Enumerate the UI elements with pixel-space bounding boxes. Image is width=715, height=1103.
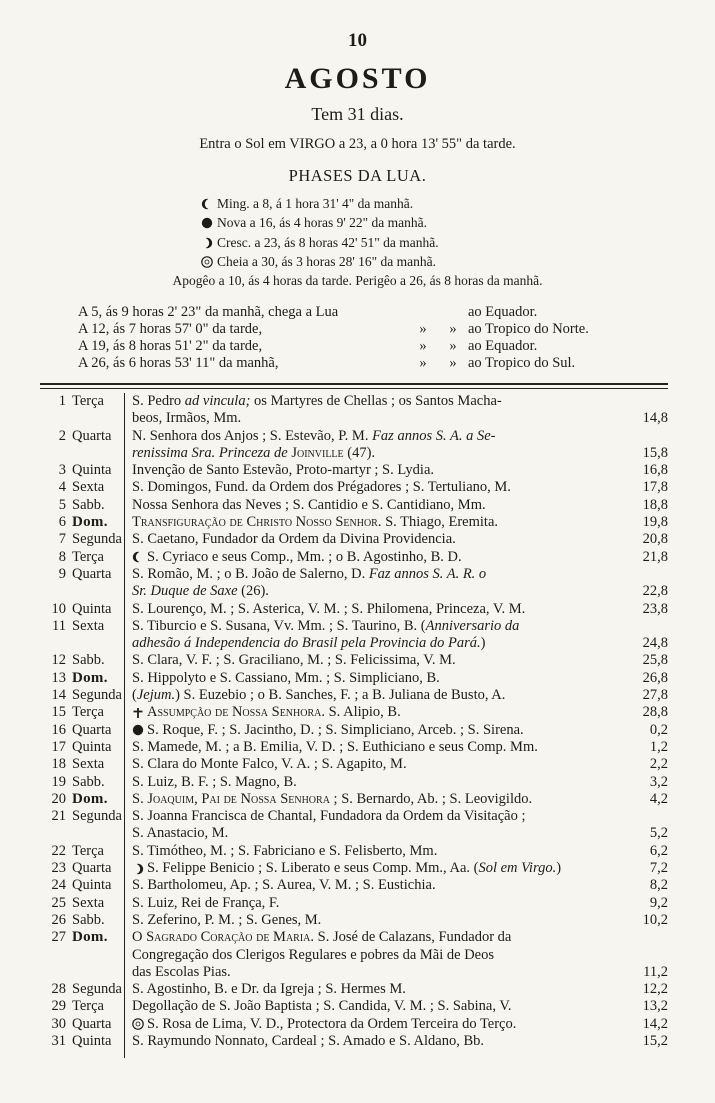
tide-value: 28,8 bbox=[642, 704, 668, 721]
day-number: 29 bbox=[51, 998, 66, 1015]
day-number: 12 bbox=[51, 652, 66, 669]
tide-value: 5,2 bbox=[649, 825, 668, 842]
saints-line: S. Hippolyto e S. Cassiano, Mm. ; S. Simpliciano, B. bbox=[132, 669, 440, 686]
day-number: 13 bbox=[51, 669, 66, 686]
calendar-row bbox=[40, 895, 668, 912]
calendar-row bbox=[40, 428, 668, 463]
header-rule-bottom bbox=[40, 388, 668, 389]
calendar-row bbox=[40, 912, 668, 929]
weekday: Sexta bbox=[72, 756, 105, 773]
tide-value: 4,2 bbox=[649, 790, 668, 807]
moon-phase-text: Ming. a 8, á 1 hora 31' 4" da manhã. bbox=[217, 195, 414, 211]
calendar-row bbox=[40, 566, 668, 601]
tide-value: 16,8 bbox=[642, 462, 668, 479]
weekday: Quinta bbox=[72, 1032, 112, 1049]
calendar-row bbox=[40, 1016, 668, 1033]
weekday: Sexta bbox=[72, 617, 105, 634]
saints-line: S. Cyriaco e seus Comp., Mm. ; o B. Agostinho, B. D. bbox=[132, 549, 626, 566]
saints-line: S. Felippe Benicio ; S. Liberato e seus Comp. Mm., Aa. (Sol em Virgo.) bbox=[132, 860, 626, 877]
calendar-row bbox=[40, 981, 668, 998]
transit-m1 bbox=[408, 304, 438, 321]
saints-line: S. Tiburcio e S. Susana, Vv. Mm. ; S. Taurino, B. (Anniversario da bbox=[132, 617, 520, 634]
calendar-row bbox=[40, 704, 668, 721]
header-rule-top bbox=[40, 383, 668, 385]
saints-line: S. Joaquim, Pai de Nossa Senhora ; S. Bernardo, Ab. ; S. Leovigildo. bbox=[132, 790, 533, 807]
saints-line: das Escolas Pias. bbox=[132, 963, 231, 980]
calendar-row bbox=[40, 722, 668, 739]
tide-value: 10,2 bbox=[642, 911, 668, 928]
saints-text bbox=[132, 929, 668, 981]
weekday: Quinta bbox=[72, 738, 112, 755]
saints-line: S. Clara, V. F. ; S. Graciliano, M. ; S. Felicissima, V. M. bbox=[132, 652, 456, 669]
day-number: 20 bbox=[51, 790, 66, 807]
lunar-transit-row bbox=[78, 338, 638, 355]
day-number: 3 bbox=[58, 462, 66, 479]
day-number: 10 bbox=[51, 600, 66, 617]
saints-line: Invenção de Santo Estevão, Proto-martyr ; S. Lydia. bbox=[132, 462, 435, 479]
moon-phase-row bbox=[200, 233, 530, 253]
weekday: Quarta bbox=[72, 565, 112, 582]
day-number: 9 bbox=[58, 565, 66, 582]
saints-text bbox=[132, 531, 668, 548]
calendar-row bbox=[40, 774, 668, 791]
saints-line: Nossa Senhora das Neves ; S. Cantidio e S. Cantidiano, Mm. bbox=[132, 496, 486, 513]
saints-text bbox=[132, 1016, 668, 1033]
calendar-row bbox=[40, 618, 668, 653]
transit-dest: ao Tropico do Sul. bbox=[468, 355, 576, 371]
transit-m2 bbox=[438, 304, 468, 321]
tide-value: 15,8 bbox=[642, 444, 668, 461]
saints-line: S. Roque, F. ; S. Jacintho, D. ; S. Simpliciano, Arceb. ; S. Sirena. bbox=[132, 722, 626, 739]
day-number: 8 bbox=[58, 548, 66, 565]
weekday: Quinta bbox=[72, 877, 112, 894]
saints-text bbox=[132, 618, 668, 653]
tide-value: 6,2 bbox=[649, 842, 668, 859]
saints-line: S. Anastacio, M. bbox=[132, 825, 229, 842]
saints-text bbox=[132, 687, 668, 704]
calendar-table bbox=[40, 393, 668, 1050]
lunar-transit-row bbox=[78, 304, 638, 321]
moon-phases-list bbox=[200, 194, 530, 272]
saints-text bbox=[132, 843, 668, 860]
weekday: Sexta bbox=[72, 479, 105, 496]
tide-value: 24,8 bbox=[642, 635, 668, 652]
tide-value: 11,2 bbox=[643, 963, 668, 980]
weekday: Dom. bbox=[72, 929, 108, 946]
day-number: 5 bbox=[58, 496, 66, 513]
transit-m1: » bbox=[419, 321, 427, 337]
moon-phase-row bbox=[200, 194, 530, 214]
phases-title: PHASES DA LUA. bbox=[288, 166, 427, 185]
day-number: 31 bbox=[51, 1032, 66, 1049]
moon-phase-text: Cheia a 30, ás 3 horas 28' 16" da manhã. bbox=[217, 254, 437, 270]
weekday: Terça bbox=[72, 548, 104, 565]
full-moon-icon bbox=[201, 256, 213, 268]
saints-line: (Jejum.) S. Euzebio ; o B. Sanches, F. ; a B. Juliana de Busto, A. bbox=[132, 687, 506, 704]
saints-line: S. Romão, M. ; o B. João de Salerno, D. Faz annos S. A. R. o bbox=[132, 565, 487, 582]
calendar-row bbox=[40, 497, 668, 514]
saints-line: S. Luiz, Rei de França, F. bbox=[132, 894, 280, 911]
saints-line: S. Zeferino, P. M. ; S. Genes, M. bbox=[132, 911, 322, 928]
calendar-row bbox=[40, 808, 668, 843]
day-number: 6 bbox=[58, 514, 66, 531]
saints-text bbox=[132, 774, 668, 791]
saints-text bbox=[132, 652, 668, 669]
saints-text bbox=[132, 704, 668, 721]
sun-entry: Entra o Sol em VIRGO a 23, a 0 hora 13' 55" da tarde. bbox=[199, 136, 516, 152]
saints-text bbox=[132, 756, 668, 773]
saints-line: O Sagrado Coração de Maria. S. José de Calazans, Fundador da bbox=[132, 929, 512, 946]
transit-m2: » bbox=[449, 355, 457, 371]
day-number: 2 bbox=[58, 427, 66, 444]
tide-value: 20,8 bbox=[642, 531, 668, 548]
saints-text bbox=[132, 808, 668, 843]
day-number: 30 bbox=[51, 1015, 66, 1032]
tide-value: 25,8 bbox=[642, 652, 668, 669]
day-number: 23 bbox=[51, 860, 66, 877]
calendar-row bbox=[40, 877, 668, 894]
days-count: Tem 31 dias. bbox=[311, 104, 404, 124]
transit-date: A 12, ás 7 horas 57' 0" da tarde, bbox=[78, 321, 263, 337]
saints-line: S. Pedro ad vincula; os Martyres de Chellas ; os Santos Macha- bbox=[132, 393, 502, 409]
apogee-perigee: Apogêo a 10, ás 4 horas da tarde. Perigêo a 26, ás 8 horas da manhã. bbox=[172, 273, 543, 288]
tide-value: 14,8 bbox=[642, 410, 668, 427]
day-number: 15 bbox=[51, 704, 66, 721]
transit-dest: ao Equador. bbox=[468, 304, 538, 320]
weekday: Terça bbox=[72, 842, 104, 859]
calendar-row bbox=[40, 514, 668, 531]
day-number: 16 bbox=[51, 721, 66, 738]
tide-value: 12,2 bbox=[642, 981, 668, 998]
saints-text bbox=[132, 601, 668, 618]
moon-phase-text: Cresc. a 23, ás 8 horas 42' 51" da manhã. bbox=[217, 234, 439, 250]
weekday: Quarta bbox=[72, 427, 112, 444]
moon-phase-row bbox=[200, 253, 530, 273]
tide-value: 18,8 bbox=[642, 496, 668, 513]
saints-text bbox=[132, 393, 668, 428]
tide-value: 21,8 bbox=[642, 548, 668, 565]
calendar-row bbox=[40, 739, 668, 756]
day-number: 25 bbox=[51, 894, 66, 911]
saints-text bbox=[132, 497, 668, 514]
saints-line: Transfiguração de Christo Nosso Senhor. S. Thiago, Eremita. bbox=[132, 514, 499, 531]
saints-line: S. Agostinho, B. e Dr. da Igreja ; S. Hermes M. bbox=[132, 981, 406, 998]
calendar-row bbox=[40, 687, 668, 704]
saints-line: S. Caetano, Fundador da Ordem da Divina Providencia. bbox=[132, 531, 456, 548]
transit-dest: ao Tropico do Norte. bbox=[468, 321, 589, 337]
saints-line: S. Joanna Francisca de Chantal, Fundadora da Ordem da Visitação ; bbox=[132, 808, 526, 825]
saints-text bbox=[132, 981, 668, 998]
calendar-row bbox=[40, 756, 668, 773]
saints-line: S. Mamede, M. ; a B. Emilia, V. D. ; S. Euthiciano e seus Comp. Mm. bbox=[132, 738, 538, 755]
weekday: Quarta bbox=[72, 860, 112, 877]
month-title: AGOSTO bbox=[284, 62, 431, 95]
saints-line: renissima Sra. Princeza de Joinville (47). bbox=[132, 444, 376, 461]
weekday: Terça bbox=[72, 393, 104, 409]
saints-text bbox=[132, 860, 668, 877]
moon-phase-row bbox=[200, 214, 530, 234]
day-number: 22 bbox=[51, 842, 66, 859]
day-number: 11 bbox=[52, 617, 66, 634]
tide-value: 14,2 bbox=[642, 1015, 668, 1032]
tide-value: 19,8 bbox=[642, 514, 668, 531]
saints-text bbox=[132, 479, 668, 496]
saints-line: Congregação dos Clerigos Regulares e pobres da Mãi de Deos bbox=[132, 946, 494, 963]
calendar-row bbox=[40, 393, 668, 428]
day-number: 26 bbox=[51, 911, 66, 928]
calendar-row bbox=[40, 1033, 668, 1050]
new-moon-icon bbox=[201, 217, 213, 229]
tide-value: 23,8 bbox=[642, 600, 668, 617]
calendar-row bbox=[40, 462, 668, 479]
waning-moon-icon bbox=[201, 198, 213, 210]
weekday: Quarta bbox=[72, 1015, 112, 1032]
transit-m1: » bbox=[419, 355, 427, 371]
weekday: Quinta bbox=[72, 600, 112, 617]
day-number: 18 bbox=[51, 756, 66, 773]
tide-value: 17,8 bbox=[642, 479, 668, 496]
weekday: Sabb. bbox=[72, 496, 105, 513]
transit-date: A 5, ás 9 horas 2' 23" da manhã, chega a Lua bbox=[78, 304, 339, 320]
tide-value: 8,2 bbox=[649, 877, 668, 894]
calendar-row bbox=[40, 998, 668, 1015]
saints-text bbox=[132, 722, 668, 739]
saints-text bbox=[132, 895, 668, 912]
calendar-row bbox=[40, 670, 668, 687]
saints-text bbox=[132, 514, 668, 531]
weekday: Dom. bbox=[72, 514, 108, 531]
day-number: 19 bbox=[51, 773, 66, 790]
saints-text bbox=[132, 566, 668, 601]
saints-text bbox=[132, 739, 668, 756]
day-number: 1 bbox=[58, 393, 66, 409]
saints-text bbox=[132, 912, 668, 929]
transit-dest: ao Equador. bbox=[468, 338, 538, 354]
saints-line: adhesão á Independencia do Brasil pela Provincia do Pará.) bbox=[132, 635, 486, 652]
weekday: Quarta bbox=[72, 721, 112, 738]
saints-line: S. Luiz, B. F. ; S. Magno, B. bbox=[132, 773, 297, 790]
day-number: 27 bbox=[51, 929, 66, 946]
tide-value: 13,2 bbox=[642, 998, 668, 1015]
day-number: 24 bbox=[51, 877, 66, 894]
weekday: Sexta bbox=[72, 894, 105, 911]
saints-line: S. Bartholomeu, Ap. ; S. Aurea, V. M. ; S. Eustichia. bbox=[132, 877, 436, 894]
lunar-transit-row bbox=[78, 355, 638, 372]
calendar-row bbox=[40, 843, 668, 860]
saints-text bbox=[132, 877, 668, 894]
saints-text bbox=[132, 670, 668, 687]
weekday: Terça bbox=[72, 704, 104, 721]
saints-line: S. Clara do Monte Falco, V. A. ; S. Agapito, M. bbox=[132, 756, 407, 773]
saints-text bbox=[132, 791, 668, 808]
tide-value: 0,2 bbox=[649, 721, 668, 738]
moon-phase-text: Nova a 16, ás 4 horas 9' 22" da manhã. bbox=[217, 215, 428, 231]
saints-line: Sr. Duque de Saxe (26). bbox=[132, 583, 269, 600]
tide-value: 27,8 bbox=[642, 687, 668, 704]
weekday: Sabb. bbox=[72, 773, 105, 790]
saints-line: Assumpção de Nossa Senhora. S. Alipio, B. bbox=[132, 704, 626, 721]
saints-line: Degollação de S. João Baptista ; S. Candida, V. M. ; S. Sabina, V. bbox=[132, 998, 512, 1015]
tide-value: 22,8 bbox=[642, 583, 668, 600]
tide-value: 9,2 bbox=[649, 894, 668, 911]
saints-line: S. Domingos, Fund. da Ordem dos Prégadores ; S. Tertuliano, M. bbox=[132, 479, 511, 496]
tide-value: 15,2 bbox=[642, 1032, 668, 1049]
calendar-row bbox=[40, 601, 668, 618]
saints-line: S. Lourenço, M. ; S. Asterica, V. M. ; S. Philomena, Princeza, V. M. bbox=[132, 600, 526, 617]
day-number: 17 bbox=[51, 738, 66, 755]
waxing-moon-icon bbox=[201, 237, 213, 249]
calendar-row bbox=[40, 652, 668, 669]
calendar-row bbox=[40, 860, 668, 877]
calendar-row bbox=[40, 549, 668, 566]
day-number: 14 bbox=[51, 687, 66, 704]
calendar-row bbox=[40, 929, 668, 981]
page-number: 10 bbox=[348, 30, 367, 51]
tide-value: 3,2 bbox=[649, 773, 668, 790]
tide-value: 26,8 bbox=[642, 669, 668, 686]
transit-m1: » bbox=[419, 338, 427, 354]
tide-value: 2,2 bbox=[649, 756, 668, 773]
weekday: Quinta bbox=[72, 462, 112, 479]
tide-value: 7,2 bbox=[649, 860, 668, 877]
saints-line: S. Timótheo, M. ; S. Fabriciano e S. Felisberto, Mm. bbox=[132, 842, 438, 859]
saints-text bbox=[132, 549, 668, 566]
day-number: 4 bbox=[58, 479, 66, 496]
weekday: Segunda bbox=[72, 808, 122, 825]
calendar-row bbox=[40, 531, 668, 548]
transit-m2: » bbox=[449, 321, 457, 337]
transit-date: A 19, ás 8 horas 51' 2" da tarde, bbox=[78, 338, 263, 354]
calendar-row bbox=[40, 479, 668, 496]
calendar-row bbox=[40, 791, 668, 808]
transit-date: A 26, ás 6 horas 53' 11" da manhã, bbox=[78, 355, 279, 371]
lunar-transit-row bbox=[78, 321, 638, 338]
day-number: 7 bbox=[58, 531, 66, 548]
day-number: 21 bbox=[51, 808, 66, 825]
saints-line: beos, Irmãos, Mm. bbox=[132, 410, 242, 427]
saints-line: S. Raymundo Nonnato, Cardeal ; S. Amado e S. Aldano, Bb. bbox=[132, 1032, 485, 1049]
saints-text bbox=[132, 462, 668, 479]
weekday: Segunda bbox=[72, 531, 122, 548]
saints-line: S. Rosa de Lima, V. D., Protectora da Ordem Terceira do Terço. bbox=[132, 1016, 626, 1033]
saints-text bbox=[132, 1033, 668, 1050]
weekday: Sabb. bbox=[72, 652, 105, 669]
saints-text bbox=[132, 428, 668, 463]
lunar-transits bbox=[78, 304, 638, 372]
weekday: Segunda bbox=[72, 687, 122, 704]
saints-text bbox=[132, 998, 668, 1015]
weekday: Segunda bbox=[72, 981, 122, 998]
transit-m2: » bbox=[449, 338, 457, 354]
saints-line: N. Senhora dos Anjos ; S. Estevão, P. M. Faz annos S. A. a Se- bbox=[132, 427, 496, 444]
weekday: Dom. bbox=[72, 790, 108, 807]
tide-value: 1,2 bbox=[649, 738, 668, 755]
weekday: Terça bbox=[72, 998, 104, 1015]
weekday: Sabb. bbox=[72, 911, 105, 928]
day-number: 28 bbox=[51, 981, 66, 998]
weekday: Dom. bbox=[72, 669, 108, 686]
